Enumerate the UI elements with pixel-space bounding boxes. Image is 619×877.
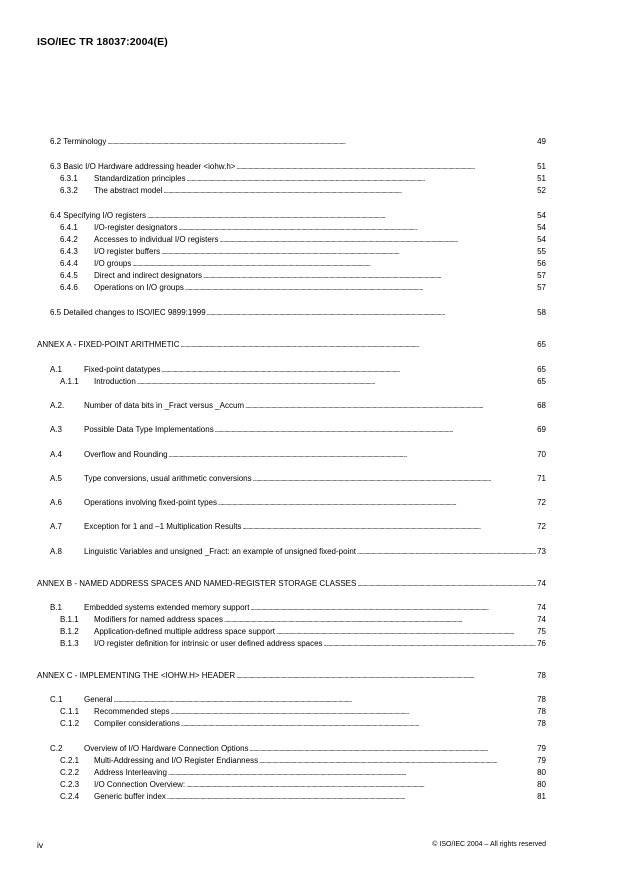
toc-entry-page: 69 <box>537 425 546 434</box>
toc-entry-number: C.2.4 <box>60 792 80 801</box>
toc-entry-title: ANNEX A - FIXED-POINT ARITHMETIC <box>37 340 180 349</box>
toc-entry-number: C.2.1 <box>60 756 80 765</box>
toc-entry-title: Address Interleaving <box>94 768 167 777</box>
toc-entry-page: 79 <box>537 744 546 753</box>
toc-entry[interactable] <box>60 719 546 730</box>
toc-entry[interactable] <box>60 283 546 294</box>
toc-entry-number: C.1.1 <box>60 707 80 716</box>
toc-entry-number: B.1.1 <box>60 615 79 624</box>
toc-entry[interactable] <box>60 223 546 234</box>
toc-entry-number: A.5 <box>50 474 63 483</box>
toc-entry-number: A.7 <box>50 522 63 531</box>
toc-entry[interactable] <box>50 498 546 509</box>
toc-dot-leader <box>236 162 536 173</box>
toc-entry-page: 73 <box>537 547 546 556</box>
toc-entry-number: A.8 <box>50 547 63 556</box>
toc-entry[interactable] <box>50 695 546 706</box>
toc-dot-leader <box>185 283 536 294</box>
toc-entry-number: A.1 <box>50 365 63 374</box>
toc-entry-page: 68 <box>537 401 546 410</box>
toc-entry-page: 54 <box>537 223 546 232</box>
toc-entry-page: 78 <box>537 719 546 728</box>
toc-dot-leader <box>245 401 536 412</box>
toc-entry-title: 6.3 Basic I/O Hardware addressing header <iohw.h> <box>50 162 236 171</box>
toc-dot-leader <box>181 340 537 351</box>
toc-dot-leader <box>259 756 536 767</box>
toc-entry[interactable] <box>50 474 546 485</box>
toc-entry-page: 71 <box>537 474 546 483</box>
toc-dot-leader <box>107 137 536 148</box>
toc-dot-leader <box>162 365 537 376</box>
toc-dot-leader <box>163 186 536 197</box>
toc-entry-number: B.1.3 <box>60 639 79 648</box>
toc-entry-title: ANNEX B - NAMED ADDRESS SPACES AND NAMED-REGISTER STORAGE CLASSES <box>37 579 357 588</box>
toc-dot-leader <box>218 498 536 509</box>
toc-entry[interactable] <box>60 780 546 791</box>
toc-entry-number: A.6 <box>50 498 63 507</box>
toc-entry-number: 6.4.5 <box>60 271 78 280</box>
toc-entry-title: Number of data bits in _Fract versus _Accum <box>84 401 245 410</box>
toc-entry-number: A.3 <box>50 425 63 434</box>
footer-page-number: iv <box>37 840 44 850</box>
toc-entry[interactable] <box>60 707 546 718</box>
toc-entry[interactable] <box>50 547 546 558</box>
toc-entry-title: Accesses to individual I/O registers <box>94 235 219 244</box>
toc-entry-title: Generic buffer index <box>94 792 166 801</box>
toc-entry-page: 52 <box>537 186 546 195</box>
toc-entry-title: ANNEX C - IMPLEMENTING THE <IOHW.H> HEADER <box>37 671 236 680</box>
toc-dot-leader <box>186 780 536 791</box>
toc-entry[interactable] <box>60 186 546 197</box>
toc-entry-number: 6.4.6 <box>60 283 78 292</box>
toc-entry-page: 56 <box>537 259 546 268</box>
toc-entry-title: Multi-Addressing and I/O Register Endianness <box>94 756 259 765</box>
toc-entry-page: 54 <box>537 211 546 220</box>
toc-entry[interactable] <box>50 308 546 319</box>
toc-entry-page: 76 <box>537 639 546 648</box>
toc-entry-title: Application-defined multiple address space support <box>94 627 275 636</box>
toc-entry[interactable] <box>60 792 546 803</box>
toc-entry[interactable] <box>60 235 546 246</box>
toc-dot-leader <box>250 744 537 755</box>
toc-entry-title: Modifiers for named address spaces <box>94 615 223 624</box>
toc-entry-title: General <box>84 695 113 704</box>
toc-dot-leader <box>167 792 536 803</box>
toc-entry-number: B.1 <box>50 603 63 612</box>
toc-entry-page: 79 <box>537 756 546 765</box>
toc-dot-leader <box>253 474 536 485</box>
toc-dot-leader <box>161 247 536 258</box>
toc-entry-page: 72 <box>537 522 546 531</box>
toc-dot-leader <box>276 627 536 638</box>
toc-entry-number: A.2. <box>50 401 65 410</box>
toc-entry-number: 6.3.1 <box>60 174 78 183</box>
toc-entry-title: I/O-register designators <box>94 223 178 232</box>
toc-entry-number: A.4 <box>50 450 63 459</box>
toc-entry[interactable] <box>37 579 546 590</box>
toc-entry-title: Fixed-point datatypes <box>84 365 161 374</box>
toc-entry-page: 54 <box>537 235 546 244</box>
toc-entry-title: Exception for 1 and –1 Multiplication Results <box>84 522 242 531</box>
toc-entry[interactable] <box>50 137 546 148</box>
toc-entry-title: I/O register buffers <box>94 247 161 256</box>
toc-entry-title: 6.4 Specifying I/O registers <box>50 211 147 220</box>
toc-dot-leader <box>357 547 536 558</box>
toc-entry[interactable] <box>60 247 546 258</box>
toc-entry-page: 74 <box>537 615 546 624</box>
toc-dot-leader <box>137 377 536 388</box>
toc-entry-number: C.2.3 <box>60 780 80 789</box>
toc-entry-title: Standardization principles <box>94 174 186 183</box>
toc-entry-page: 78 <box>537 695 546 704</box>
toc-entry-page: 74 <box>537 579 546 588</box>
toc-entry-page: 57 <box>537 271 546 280</box>
toc-entry[interactable] <box>37 340 546 351</box>
toc-dot-leader <box>236 671 536 682</box>
toc-entry-page: 80 <box>537 768 546 777</box>
toc-entry-page: 65 <box>537 377 546 386</box>
toc-entry-page: 58 <box>537 308 546 317</box>
toc-entry[interactable] <box>50 522 546 533</box>
toc-entry-title: The abstract model <box>94 186 163 195</box>
toc-entry-title: 6.2 Terminology <box>50 137 107 146</box>
toc-entry-number: 6.4.4 <box>60 259 78 268</box>
toc-entry-page: 72 <box>537 498 546 507</box>
toc-entry-page: 51 <box>537 162 546 171</box>
toc-entry-number: B.1.2 <box>60 627 79 636</box>
toc-entry[interactable] <box>60 768 546 779</box>
toc-entry[interactable] <box>60 639 546 650</box>
toc-entry-number: 6.3.2 <box>60 186 78 195</box>
toc-dot-leader <box>132 259 536 270</box>
toc-dot-leader <box>113 695 536 706</box>
toc-dot-leader <box>215 425 536 436</box>
toc-entry-title: Introduction <box>94 377 136 386</box>
toc-entry-page: 51 <box>537 174 546 183</box>
toc-entry-page: 78 <box>537 671 546 680</box>
footer-copyright: © ISO/IEC 2004 – All rights reserved <box>432 841 546 848</box>
toc-entry-title: Type conversions, usual arithmetic conversions <box>84 474 252 483</box>
toc-entry-page: 65 <box>537 365 546 374</box>
toc-dot-leader <box>171 707 537 718</box>
toc-entry-page: 49 <box>537 137 546 146</box>
toc-entry-number: 6.4.1 <box>60 223 78 232</box>
toc-entry[interactable] <box>50 425 546 436</box>
toc-entry[interactable] <box>50 365 546 376</box>
toc-entry-title: I/O groups <box>94 259 132 268</box>
document-header: ISO/IEC TR 18037:2004(E) <box>37 36 168 48</box>
toc-entry[interactable] <box>60 377 546 388</box>
toc-entry-title: Direct and indirect designators <box>94 271 203 280</box>
toc-entry[interactable] <box>37 671 546 682</box>
toc-entry-page: 74 <box>537 603 546 612</box>
toc-entry-title: Operations involving fixed-point types <box>84 498 217 507</box>
toc-entry-title: Possible Data Type Implementations <box>84 425 214 434</box>
toc-entry-title: Recommended steps <box>94 707 170 716</box>
toc-entry[interactable] <box>60 756 546 767</box>
toc-entry-title: Embedded systems extended memory support <box>84 603 250 612</box>
toc-entry[interactable] <box>60 271 546 282</box>
toc-entry-title: Linguistic Variables and unsigned _Fract: an example of unsigned fixed-point <box>84 547 357 556</box>
toc-entry[interactable] <box>50 401 546 412</box>
toc-entry-number: C.1 <box>50 695 63 704</box>
toc-entry-page: 78 <box>537 707 546 716</box>
toc-dot-leader <box>357 579 536 590</box>
toc-dot-leader <box>168 768 536 779</box>
toc-entry-title: I/O Connection Overview: <box>94 780 186 789</box>
toc-dot-leader <box>224 615 536 626</box>
toc-dot-leader <box>203 271 536 282</box>
toc-dot-leader <box>207 308 536 319</box>
toc-entry-title: I/O register definition for intrinsic or user defined address spaces <box>94 639 323 648</box>
toc-entry-number: A.1.1 <box>60 377 79 386</box>
toc-dot-leader <box>181 719 536 730</box>
toc-entry[interactable] <box>50 211 546 222</box>
toc-entry-number: 6.4.3 <box>60 247 78 256</box>
toc-entry-number: C.2 <box>50 744 63 753</box>
toc-entry-page: 80 <box>537 780 546 789</box>
toc-dot-leader <box>220 235 537 246</box>
toc-entry[interactable] <box>60 627 546 638</box>
toc-entry-title: Operations on I/O groups <box>94 283 184 292</box>
toc-dot-leader <box>250 603 536 614</box>
toc-entry[interactable] <box>60 615 546 626</box>
toc-dot-leader <box>187 174 536 185</box>
toc-entry[interactable] <box>50 162 546 173</box>
toc-entry[interactable] <box>60 174 546 185</box>
toc-entry-page: 65 <box>537 340 546 349</box>
toc-entry-page: 55 <box>537 247 546 256</box>
toc-dot-leader <box>242 522 536 533</box>
toc-dot-leader <box>169 450 536 461</box>
toc-entry-page: 81 <box>537 792 546 801</box>
toc-dot-leader <box>324 639 537 650</box>
toc-entry[interactable] <box>50 744 546 755</box>
toc-entry[interactable] <box>50 450 546 461</box>
toc-entry[interactable] <box>50 603 546 614</box>
toc-entry-title: 6.5 Detailed changes to ISO/IEC 9899:1999 <box>50 308 206 317</box>
toc-entry-title: Overflow and Rounding <box>84 450 168 459</box>
toc-entry-title: Overview of I/O Hardware Connection Options <box>84 744 249 753</box>
toc-dot-leader <box>147 211 536 222</box>
toc-entry-title: Compiler considerations <box>94 719 180 728</box>
toc-entry-number: C.1.2 <box>60 719 80 728</box>
toc-entry-page: 75 <box>537 627 546 636</box>
toc-dot-leader <box>179 223 537 234</box>
toc-entry[interactable] <box>60 259 546 270</box>
toc-entry-page: 57 <box>537 283 546 292</box>
toc-entry-number: 6.4.2 <box>60 235 78 244</box>
toc-entry-page: 70 <box>537 450 546 459</box>
toc-entry-number: C.2.2 <box>60 768 80 777</box>
